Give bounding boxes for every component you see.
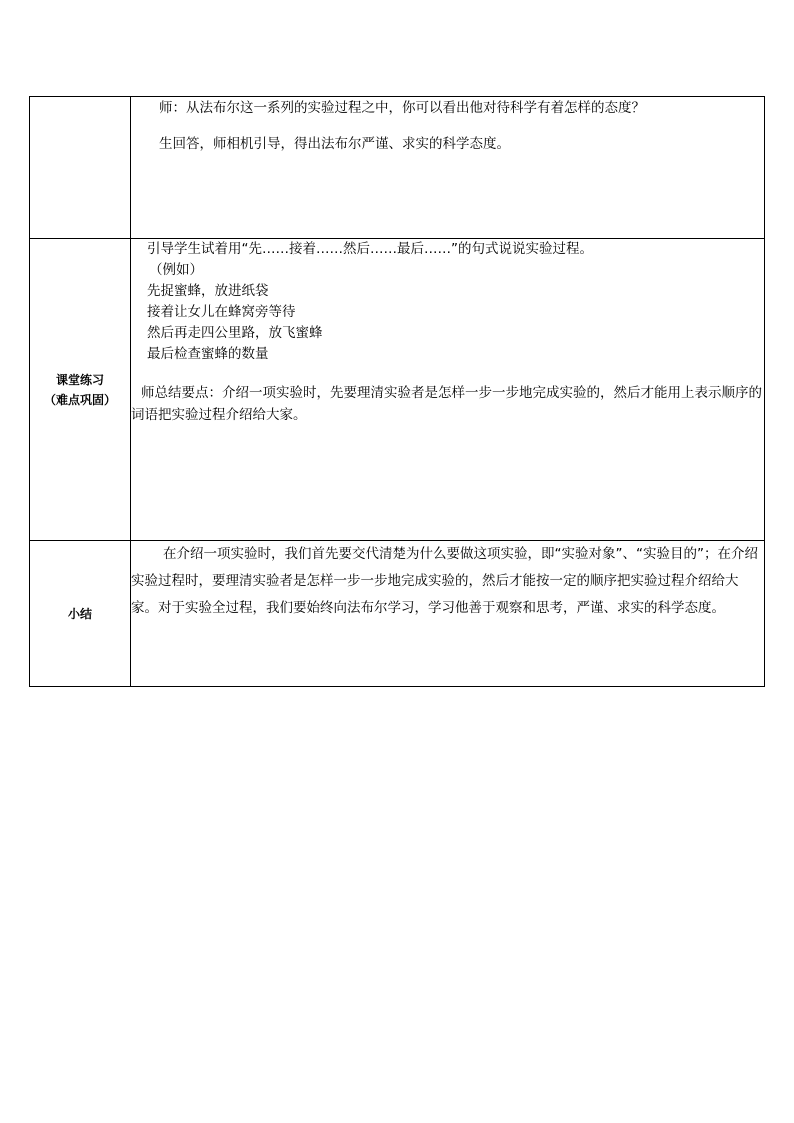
example-step: 先捉蜜蜂，放进纸袋 bbox=[147, 283, 269, 299]
practice-label-subtitle: （难点巩固） bbox=[43, 392, 116, 407]
practice-label bbox=[30, 239, 131, 541]
practice-intro: 引导学生试着用“先……接着……然后……最后……”的句式说说实验过程。 bbox=[147, 241, 593, 257]
row-label-empty bbox=[30, 97, 131, 239]
attitude-discussion-cell bbox=[131, 97, 765, 239]
practice-label-title: 课堂练习 bbox=[55, 372, 104, 387]
table-row bbox=[30, 541, 765, 687]
example-step: 接着让女儿在蜂窝旁等待 bbox=[147, 304, 296, 320]
table-row bbox=[30, 239, 765, 541]
teacher-summary: 师总结要点：介绍一项实验时，先要理清实验者是怎样一步一步地完成实验的，然后才能用上表示顺序的词语把实验过程介绍给大家。 bbox=[131, 385, 762, 423]
example-step: 然后再走四公里路，放飞蜜蜂 bbox=[147, 325, 323, 341]
practice-content-cell bbox=[131, 239, 765, 541]
lesson-plan-table bbox=[29, 96, 765, 687]
student-answer: 生回答，师相机引导，得出法布尔严谨、求实的科学态度。 bbox=[159, 136, 510, 152]
example-step: 最后检查蜜蜂的数量 bbox=[147, 346, 269, 362]
table-row bbox=[30, 97, 765, 239]
example-label: （例如） bbox=[149, 262, 203, 278]
summary-label: 小结 bbox=[30, 541, 131, 687]
summary-text: 在介绍一项实验时，我们首先要交代清楚为什么要做这项实验，即“实验对象”、“实验目的”；在介绍实验过程时，要理清实验者是怎样一步一步地完成实验的，然后才能按一定的顺序把实验过程介绍给大家。对于实验全过程，我们要始终向法布尔学习，学习他善于观察和思考，严谨、求实的科学态度。 bbox=[131, 546, 758, 616]
spacer bbox=[131, 365, 764, 382]
teacher-question: 师：从法布尔这一系列的实验过程之中，你可以看出他对待科学有着怎样的态度？ bbox=[159, 100, 645, 116]
summary-content-cell bbox=[131, 541, 765, 687]
